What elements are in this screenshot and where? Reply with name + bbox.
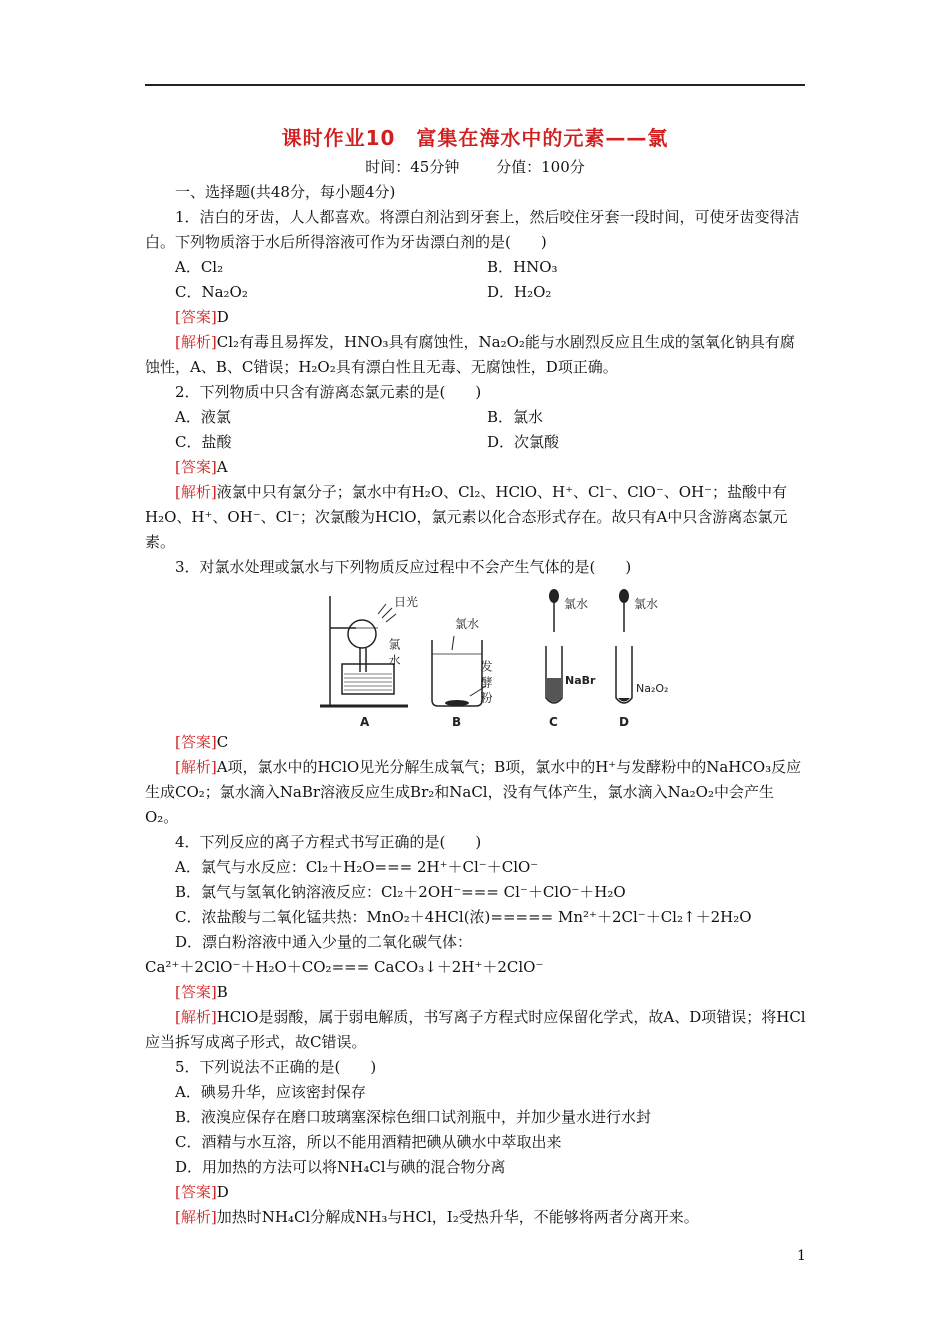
q5-answer	[145, 1180, 807, 1205]
label-a: A	[360, 715, 370, 729]
q2-option-b: B．氯水	[487, 408, 544, 426]
q2-analysis-text: 液氯中只有氯分子；氯水中有H₂O、Cl₂、HClO、H⁺、Cl⁻、ClO⁻、OH⁻；盐酸中有H₂O、H⁺、OH⁻、Cl⁻；次氯酸为HClO，氯元素以化合态形式存在。故只有A中只含游离态氯元素。	[145, 483, 788, 551]
q1-answer	[145, 305, 807, 330]
q4-option-d-equation: Ca²⁺＋2ClO⁻＋H₂O＋CO₂=== CaCO₃↓＋2H⁺＋2ClO⁻	[145, 958, 544, 976]
q2-stem: 2．下列物质中只含有游离态氯元素的是( )	[175, 383, 482, 401]
label-baking-powder: 发 酵 粉	[479, 660, 493, 704]
analysis-label: [解析]	[175, 333, 217, 351]
analysis-label: [解析]	[175, 758, 217, 776]
label-chlorine-water-c: 氯水	[564, 597, 589, 611]
q4-stem: 4．下列反应的离子方程式书写正确的是( )	[175, 833, 482, 851]
q2-option-d: D．次氯酸	[487, 433, 560, 451]
q5-option-d: D．用加热的方法可以将NH₄Cl与碘的混合物分离	[175, 1158, 506, 1176]
label-c: C	[549, 715, 558, 729]
q4-analysis-text: HClO是弱酸，属于弱电解质，书写离子方程式时应保留化学式，故A、D项错误；将HCl应当拆写成离子形式，故C错误。	[145, 1008, 806, 1051]
header-rule	[145, 84, 805, 86]
time-limit: 时间：45分钟	[365, 158, 460, 176]
analysis-label: [解析]	[175, 1208, 217, 1226]
analysis-label: [解析]	[175, 1008, 217, 1026]
q2-option-c: C．盐酸	[175, 433, 232, 451]
q5-answer-value: D	[216, 1183, 229, 1201]
label-sunlight: 日光	[394, 595, 419, 609]
dropper-bulb-c	[549, 589, 559, 603]
label-b: B	[452, 715, 462, 729]
exam-meta	[0, 156, 950, 177]
label-chlorine-water-d: 氯水	[634, 597, 659, 611]
q1-options-row1	[145, 255, 807, 280]
q1-analysis	[145, 330, 807, 380]
q3-analysis	[145, 755, 807, 830]
q1-option-c: C．Na₂O₂	[175, 283, 248, 301]
label-na2o2: Na₂O₂	[636, 682, 669, 695]
q5-analysis	[145, 1205, 807, 1230]
q4-answer-value: B	[216, 983, 228, 1001]
q1-stem: 1．洁白的牙齿，人人都喜欢。将漂白剂沾到牙套上，然后咬住牙套一段时间，可使牙齿变得洁白。下列物质溶于水后所得溶液可作为牙齿漂白剂的是( )	[145, 208, 800, 251]
label-d: D	[619, 715, 629, 729]
q5-stem: 5．下列说法不正确的是( )	[175, 1058, 377, 1076]
apparatus-b	[432, 636, 486, 706]
q3-answer	[145, 730, 807, 755]
nabr-solution	[547, 678, 561, 702]
q2-options-row2	[145, 430, 807, 455]
answer-label: [答案]	[175, 983, 217, 1001]
q2-analysis	[145, 480, 807, 555]
q1-option-b: B．HNO₃	[487, 258, 558, 276]
label-chlorine-water-b: 氯水	[455, 617, 480, 631]
q4-option-d: D．漂白粉溶液中通入少量的二氧化碳气体：	[175, 933, 473, 951]
analysis-label: [解析]	[175, 483, 217, 501]
answer-label: [答案]	[175, 733, 217, 751]
q3-analysis-text: A项，氯水中的HClO见光分解生成氧气；B项，氯水中的H⁺与发酵粉中的NaHCO₃反应生成CO₂；氯水滴入NaBr溶液反应生成Br₂和NaCl，没有气体产生，氯水滴入Na₂O₂中会产生O₂。	[145, 758, 802, 826]
q5-option-a: A．碘易升华，应该密封保存	[175, 1083, 366, 1101]
q3-apparatus-figure	[320, 588, 700, 730]
q3-stem: 3．对氯水处理或氯水与下列物质反应过程中不会产生气体的是( )	[175, 558, 632, 576]
q4-option-c: C．浓盐酸与二氧化锰共热：MnO₂＋4HCl(浓)===== Mn²⁺＋2Cl⁻＋Cl₂↑＋2H₂O	[175, 908, 752, 926]
q1-option-a: A．Cl₂	[175, 258, 224, 276]
document-body	[145, 180, 807, 1230]
q4-analysis	[145, 1005, 807, 1055]
q1-option-d: D．H₂O₂	[487, 283, 552, 301]
q1-options-row2	[145, 280, 807, 305]
q5-option-c: C．酒精与水互溶，所以不能用酒精把碘从碘水中萃取出来	[175, 1133, 562, 1151]
q4-option-b: B．氯气与氢氧化钠溶液反应：Cl₂＋2OH⁻=== Cl⁻＋ClO⁻＋H₂O	[175, 883, 626, 901]
q2-answer-value: A	[216, 458, 228, 476]
label-chlorine-water-a: 氯 水	[387, 638, 401, 666]
q2-option-a: A．液氯	[175, 408, 231, 426]
answer-label: [答案]	[175, 1183, 217, 1201]
label-nabr: NaBr	[565, 674, 596, 687]
page-number: 1	[797, 1248, 806, 1264]
q1-answer-value: D	[216, 308, 229, 326]
q5-option-b: B．液溴应保存在磨口玻璃塞深棕色细口试剂瓶中，并加少量水进行水封	[175, 1108, 652, 1126]
page-title: 课时作业10 富集在海水中的元素——氯	[281, 126, 669, 150]
apparatus-d	[616, 600, 632, 703]
section-heading: 一、选择题(共48分，每小题4分)	[175, 183, 396, 201]
q4-answer	[145, 980, 807, 1005]
q5-analysis-text: 加热时NH₄Cl分解成NH₃与HCl，I₂受热升华，不能够将两者分离开来。	[216, 1208, 699, 1226]
answer-label: [答案]	[175, 458, 217, 476]
q2-options-row1	[145, 405, 807, 430]
dropper-bulb-d	[619, 589, 629, 603]
baking-powder-pile	[445, 700, 469, 706]
q2-answer	[145, 455, 807, 480]
q3-answer-value: C	[216, 733, 229, 751]
q4-option-a: A．氯气与水反应：Cl₂＋H₂O=== 2H⁺＋Cl⁻＋ClO⁻	[175, 858, 539, 876]
total-score: 分值：100分	[496, 158, 585, 176]
answer-label: [答案]	[175, 308, 217, 326]
water-lines-a	[344, 674, 392, 690]
q1-analysis-text: Cl₂有毒且易挥发，HNO₃具有腐蚀性，Na₂O₂能与水剧烈反应且生成的氢氧化钠具有腐蚀性，A、B、C错误；H₂O₂具有漂白性且无毒、无腐蚀性，D项正确。	[145, 333, 795, 376]
